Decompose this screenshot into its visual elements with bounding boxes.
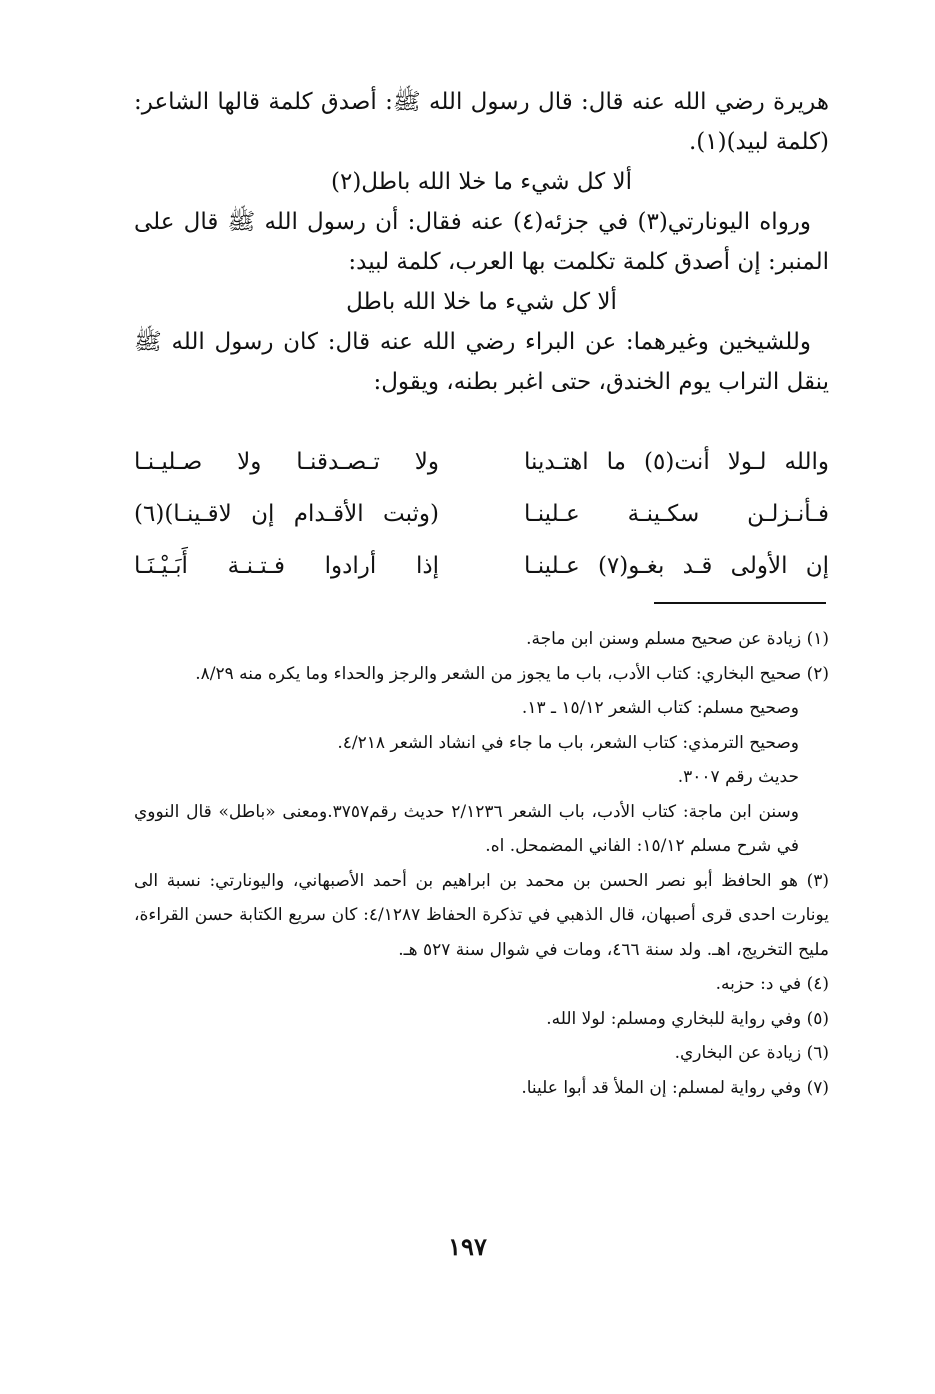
- footnote-2-line: حديث رقم ٣٠٠٧.: [677, 767, 799, 787]
- footnote-7: (٧) وفي رواية لمسلم: إن الملأ قد أبوا علينا.: [521, 1077, 829, 1098]
- footnote-separator: [654, 602, 826, 604]
- poem-first-hemistich: إن الأولى قـد بغـو(٧) عـلينـا: [524, 553, 829, 579]
- paragraph-2: ورواه اليونارتي(٣) في جزئه(٤) عنه فقال: أن رسول الله ﷺ قال على المنبر: إن أصدق كلمة تكلمت بها العرب، كلمة لبيد:: [134, 209, 829, 275]
- footnote-2-line: وصحيح مسلم: كتاب الشعر ١٥/١٢ ـ ١٣.: [521, 698, 799, 718]
- poem-row: [134, 436, 829, 488]
- poem-second-hemistich: ولا تـصـدقنـا ولا صـليـنـا: [134, 449, 439, 475]
- footnote-2-line: وصحيح الترمذي: كتاب الشعر، باب ما جاء في انشاد الشعر ٤/٢١٨.: [337, 732, 799, 753]
- poem: [134, 436, 829, 592]
- footnote-2: (٢) صحيح البخاري: كتاب الأدب، باب ما يجوز من الشعر والرجز والحداء وما يكره منه ٨/٢٩.: [195, 663, 829, 684]
- poem-first-hemistich: والله لـولا أنت(٥) ما اهتـدينا: [524, 449, 830, 475]
- footnote-5: (٥) وفي رواية للبخاري ومسلم: لولا الله.: [546, 1008, 829, 1029]
- footnote-3: (٣) هو الحافظ أبو نصر الحسن بن محمد بن ابراهيم بن أحمد الأصبهاني، واليونارتي: نسبة الى يونارت احدى قرى أصبهان، قال الذهبي في تذكرة الحفاظ ٤/١٢٨٧: كان سريع الكتابة حسن القراءة، مليح التخريج، اهـ. ولد سنة ٤٦٦، ومات في شوال سنة ٥٢٧ هـ.: [134, 870, 830, 960]
- poem-second-hemistich: إذا أرادوا فـتـنـة أَبَـيْـنَـا: [134, 553, 439, 579]
- footnote-1: (١) زيادة عن صحيح مسلم وسنن ابن ماجة.: [526, 629, 829, 649]
- footnote-2-line: وسنن ابن ماجة: كتاب الأدب، باب الشعر ٢/١٢٣٦ حديث رقم٣٧٥٧.ومعنى «باطل» قال النووي في شرح مسلم ١٥/١٢: الفاني المضمحل. اه.: [134, 801, 799, 856]
- footnote-6: (٦) زيادة عن البخاري.: [674, 1043, 829, 1063]
- verse-line-1: ألا كل شيء ما خلا الله باطل(٢): [330, 169, 633, 195]
- footnote-4: (٤) في د: حزبه.: [715, 974, 829, 994]
- poem-second-hemistich: (وثبت الأقـدام إن لاقـينـا)(٦): [134, 501, 439, 527]
- verse-line-2: ألا كل شيء ما خلا الله باطل: [346, 289, 617, 315]
- paragraph-1: هريرة رضي الله عنه قال: قال رسول الله ﷺ: أصدق كلمة قالها الشاعر: (كلمة لبيد)(١).: [134, 89, 829, 155]
- poem-row: [134, 488, 829, 540]
- main-text: [134, 82, 829, 402]
- poem-row: [134, 540, 829, 592]
- page-number: ١٩٧: [448, 1232, 487, 1261]
- paragraph-3: وللشيخين وغيرهما: عن البراء رضي الله عنه قال: كان رسول الله ﷺ ينقل التراب يوم الخندق، حتى اغبر بطنه، ويقول:: [134, 329, 829, 395]
- poem-first-hemistich: فـأنـزلـن سكـينـة عـلينـا: [524, 501, 829, 527]
- footnotes: [134, 622, 829, 1105]
